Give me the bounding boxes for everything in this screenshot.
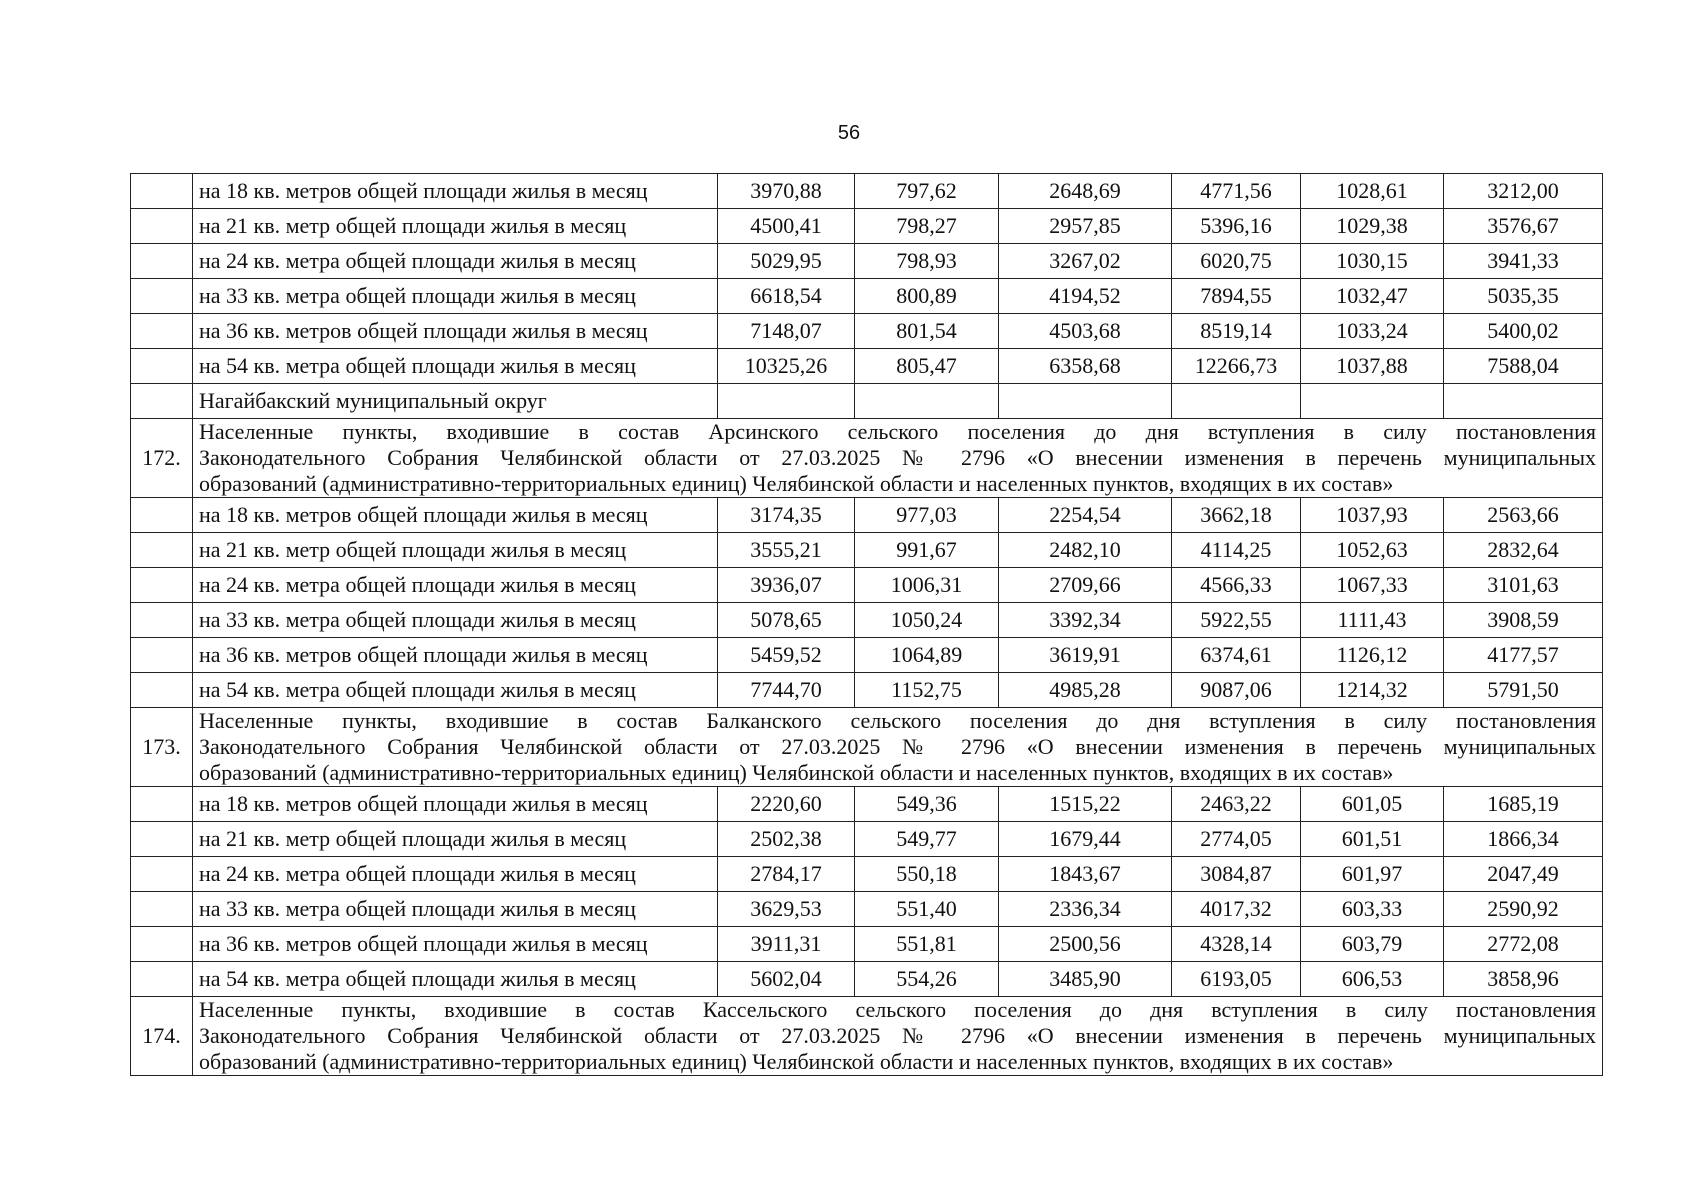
table-row	[131, 892, 1603, 927]
section-description-line: образований (административно-территориальных единиц) Челябинской области и населенных пунктов, входящих в их состав»	[199, 471, 1394, 496]
value-cell	[1301, 384, 1444, 419]
value-cell: 12266,73	[1172, 349, 1301, 384]
value-cell: 4017,32	[1172, 892, 1301, 927]
row-label: на 24 кв. метра общей площади жилья в месяц	[193, 568, 718, 603]
value-cell: 2772,08	[1444, 927, 1603, 962]
row-label: на 36 кв. метров общей площади жилья в месяц	[193, 638, 718, 673]
value-cell: 5078,65	[718, 603, 855, 638]
section-description-line: образований (административно-территориальных единиц) Челябинской области и населенных пунктов, входящих в их состав»	[199, 760, 1394, 785]
value-cell: 3392,34	[999, 603, 1172, 638]
value-cell: 3936,07	[718, 568, 855, 603]
value-cell: 4194,52	[999, 279, 1172, 314]
value-cell: 2590,92	[1444, 892, 1603, 927]
row-label: на 21 кв. метр общей площади жилья в месяц	[193, 533, 718, 568]
section-header-row	[131, 997, 1603, 1076]
value-cell: 3629,53	[718, 892, 855, 927]
value-cell: 1866,34	[1444, 822, 1603, 857]
table-row	[131, 603, 1603, 638]
section-description	[193, 419, 1603, 498]
row-label: на 54 кв. метра общей площади жилья в месяц	[193, 673, 718, 708]
table-row	[131, 279, 1603, 314]
table-row	[131, 822, 1603, 857]
value-cell: 4114,25	[1172, 533, 1301, 568]
value-cell: 3101,63	[1444, 568, 1603, 603]
value-cell: 4328,14	[1172, 927, 1301, 962]
value-cell: 2047,49	[1444, 857, 1603, 892]
value-cell: 2220,60	[718, 787, 855, 822]
value-cell: 5602,04	[718, 962, 855, 997]
value-cell: 3908,59	[1444, 603, 1603, 638]
value-cell: 798,93	[855, 244, 999, 279]
value-cell: 1028,61	[1301, 174, 1444, 209]
section-header-row	[131, 419, 1603, 498]
row-index	[131, 244, 193, 279]
row-index	[131, 174, 193, 209]
value-cell: 2500,56	[999, 927, 1172, 962]
value-cell: 1050,24	[855, 603, 999, 638]
value-cell: 7894,55	[1172, 279, 1301, 314]
row-label: на 36 кв. метров общей площади жилья в месяц	[193, 927, 718, 962]
value-cell: 5791,50	[1444, 673, 1603, 708]
value-cell: 2563,66	[1444, 498, 1603, 533]
row-index	[131, 349, 193, 384]
row-index	[131, 603, 193, 638]
table-row	[131, 638, 1603, 673]
value-cell: 3941,33	[1444, 244, 1603, 279]
value-cell: 3662,18	[1172, 498, 1301, 533]
value-cell: 805,47	[855, 349, 999, 384]
value-cell: 3084,87	[1172, 857, 1301, 892]
row-label: на 18 кв. метров общей площади жилья в месяц	[193, 498, 718, 533]
value-cell: 1052,63	[1301, 533, 1444, 568]
row-index	[131, 209, 193, 244]
value-cell: 1214,32	[1301, 673, 1444, 708]
value-cell: 9087,06	[1172, 673, 1301, 708]
value-cell: 2463,22	[1172, 787, 1301, 822]
value-cell: 3555,21	[718, 533, 855, 568]
value-cell: 7148,07	[718, 314, 855, 349]
section-description-line: Населенные пункты, входившие в состав Кассельского сельского поселения до дня вступления в силу постановления	[199, 997, 1596, 1022]
section-description-line: Населенные пункты, входившие в состав Балканского сельского поселения до дня вступления в силу постановления	[199, 708, 1596, 733]
section-description-line: Населенные пункты, входившие в состав Арсинского сельского поселения до дня вступления в силу постановления	[199, 419, 1596, 444]
row-label: на 18 кв. метров общей площади жилья в месяц	[193, 787, 718, 822]
value-cell: 1679,44	[999, 822, 1172, 857]
value-cell: 4503,68	[999, 314, 1172, 349]
row-label: на 54 кв. метра общей площади жилья в месяц	[193, 349, 718, 384]
section-description-line: Законодательного Собрания Челябинской области от 27.03.2025 № 2796 «О внесении изменения в перечень муниципальных	[199, 1023, 1596, 1048]
value-cell: 2648,69	[999, 174, 1172, 209]
value-cell: 601,05	[1301, 787, 1444, 822]
value-cell: 551,40	[855, 892, 999, 927]
table-row	[131, 174, 1603, 209]
row-label: на 33 кв. метра общей площади жилья в месяц	[193, 279, 718, 314]
row-label: Нагайбакский муниципальный округ	[193, 384, 718, 419]
value-cell: 601,97	[1301, 857, 1444, 892]
value-cell: 3858,96	[1444, 962, 1603, 997]
value-cell: 4566,33	[1172, 568, 1301, 603]
section-description-line: образований (административно-территориальных единиц) Челябинской области и населенных пунктов, входящих в их состав»	[199, 1049, 1394, 1074]
value-cell: 1033,24	[1301, 314, 1444, 349]
value-cell: 1037,93	[1301, 498, 1444, 533]
section-description	[193, 708, 1603, 787]
value-cell: 3576,67	[1444, 209, 1603, 244]
row-label: на 33 кв. метра общей площади жилья в месяц	[193, 892, 718, 927]
value-cell: 3970,88	[718, 174, 855, 209]
row-label: на 21 кв. метр общей площади жилья в месяц	[193, 209, 718, 244]
row-label: на 21 кв. метр общей площади жилья в месяц	[193, 822, 718, 857]
tariff-table	[130, 173, 1603, 1076]
table-row	[131, 673, 1603, 708]
table-row	[131, 314, 1603, 349]
table-row	[131, 927, 1603, 962]
row-label: на 33 кв. метра общей площади жилья в месяц	[193, 603, 718, 638]
table-row	[131, 498, 1603, 533]
value-cell: 2957,85	[999, 209, 1172, 244]
value-cell: 1037,88	[1301, 349, 1444, 384]
section-description-line: Законодательного Собрания Челябинской области от 27.03.2025 № 2796 «О внесении изменения в перечень муниципальных	[199, 734, 1596, 759]
table-row	[131, 568, 1603, 603]
row-label: на 24 кв. метра общей площади жилья в месяц	[193, 244, 718, 279]
value-cell: 5396,16	[1172, 209, 1301, 244]
value-cell: 4500,41	[718, 209, 855, 244]
value-cell: 5400,02	[1444, 314, 1603, 349]
value-cell: 1126,12	[1301, 638, 1444, 673]
row-label: на 18 кв. метров общей площади жилья в месяц	[193, 174, 718, 209]
table-row	[131, 209, 1603, 244]
row-index	[131, 673, 193, 708]
value-cell: 4177,57	[1444, 638, 1603, 673]
value-cell: 801,54	[855, 314, 999, 349]
value-cell: 1111,43	[1301, 603, 1444, 638]
value-cell: 603,79	[1301, 927, 1444, 962]
value-cell: 606,53	[1301, 962, 1444, 997]
row-index	[131, 787, 193, 822]
value-cell: 1064,89	[855, 638, 999, 673]
value-cell: 5029,95	[718, 244, 855, 279]
value-cell: 601,51	[1301, 822, 1444, 857]
value-cell: 1067,33	[1301, 568, 1444, 603]
value-cell: 800,89	[855, 279, 999, 314]
value-cell	[1444, 384, 1603, 419]
value-cell: 5922,55	[1172, 603, 1301, 638]
value-cell: 4985,28	[999, 673, 1172, 708]
value-cell	[855, 384, 999, 419]
row-label: на 54 кв. метра общей площади жилья в месяц	[193, 962, 718, 997]
row-index	[131, 892, 193, 927]
value-cell: 1032,47	[1301, 279, 1444, 314]
value-cell: 6358,68	[999, 349, 1172, 384]
row-index	[131, 822, 193, 857]
section-description-line: Законодательного Собрания Челябинской области от 27.03.2025 № 2796 «О внесении изменения в перечень муниципальных	[199, 445, 1596, 470]
table-row	[131, 787, 1603, 822]
value-cell: 977,03	[855, 498, 999, 533]
value-cell: 2254,54	[999, 498, 1172, 533]
row-index	[131, 314, 193, 349]
row-index	[131, 279, 193, 314]
value-cell: 1152,75	[855, 673, 999, 708]
value-cell: 5459,52	[718, 638, 855, 673]
row-index	[131, 638, 193, 673]
value-cell: 2832,64	[1444, 533, 1603, 568]
value-cell: 1029,38	[1301, 209, 1444, 244]
value-cell: 551,81	[855, 927, 999, 962]
table-row	[131, 857, 1603, 892]
value-cell: 2709,66	[999, 568, 1172, 603]
table-body	[131, 174, 1603, 1076]
row-index	[131, 568, 193, 603]
value-cell: 1843,67	[999, 857, 1172, 892]
section-header-row	[131, 708, 1603, 787]
row-label: на 36 кв. метров общей площади жилья в месяц	[193, 314, 718, 349]
value-cell: 1030,15	[1301, 244, 1444, 279]
value-cell: 549,36	[855, 787, 999, 822]
value-cell: 6618,54	[718, 279, 855, 314]
value-cell: 991,67	[855, 533, 999, 568]
value-cell	[999, 384, 1172, 419]
row-index	[131, 384, 193, 419]
value-cell: 2482,10	[999, 533, 1172, 568]
value-cell: 2502,38	[718, 822, 855, 857]
value-cell: 549,77	[855, 822, 999, 857]
row-index	[131, 962, 193, 997]
value-cell: 797,62	[855, 174, 999, 209]
value-cell: 6193,05	[1172, 962, 1301, 997]
row-label: на 24 кв. метра общей площади жилья в месяц	[193, 857, 718, 892]
value-cell: 10325,26	[718, 349, 855, 384]
value-cell: 3174,35	[718, 498, 855, 533]
value-cell: 2774,05	[1172, 822, 1301, 857]
value-cell	[1172, 384, 1301, 419]
value-cell: 8519,14	[1172, 314, 1301, 349]
row-index	[131, 927, 193, 962]
value-cell: 2784,17	[718, 857, 855, 892]
page-number: 56	[837, 122, 861, 144]
value-cell: 2336,34	[999, 892, 1172, 927]
table-row	[131, 384, 1603, 419]
row-index	[131, 857, 193, 892]
table-row	[131, 244, 1603, 279]
value-cell: 550,18	[855, 857, 999, 892]
value-cell: 6020,75	[1172, 244, 1301, 279]
section-number: 173.	[131, 708, 193, 787]
value-cell: 7744,70	[718, 673, 855, 708]
value-cell: 3911,31	[718, 927, 855, 962]
value-cell: 3267,02	[999, 244, 1172, 279]
table-row	[131, 349, 1603, 384]
row-index	[131, 498, 193, 533]
value-cell: 603,33	[1301, 892, 1444, 927]
section-description	[193, 997, 1603, 1076]
value-cell: 5035,35	[1444, 279, 1603, 314]
section-number: 174.	[131, 997, 193, 1076]
value-cell: 1515,22	[999, 787, 1172, 822]
table-row	[131, 962, 1603, 997]
row-index	[131, 533, 193, 568]
value-cell: 6374,61	[1172, 638, 1301, 673]
value-cell: 3485,90	[999, 962, 1172, 997]
value-cell: 3619,91	[999, 638, 1172, 673]
table-row	[131, 533, 1603, 568]
value-cell: 1006,31	[855, 568, 999, 603]
value-cell: 7588,04	[1444, 349, 1603, 384]
value-cell: 1685,19	[1444, 787, 1603, 822]
value-cell	[718, 384, 855, 419]
value-cell: 3212,00	[1444, 174, 1603, 209]
section-number: 172.	[131, 419, 193, 498]
value-cell: 554,26	[855, 962, 999, 997]
value-cell: 798,27	[855, 209, 999, 244]
value-cell: 4771,56	[1172, 174, 1301, 209]
